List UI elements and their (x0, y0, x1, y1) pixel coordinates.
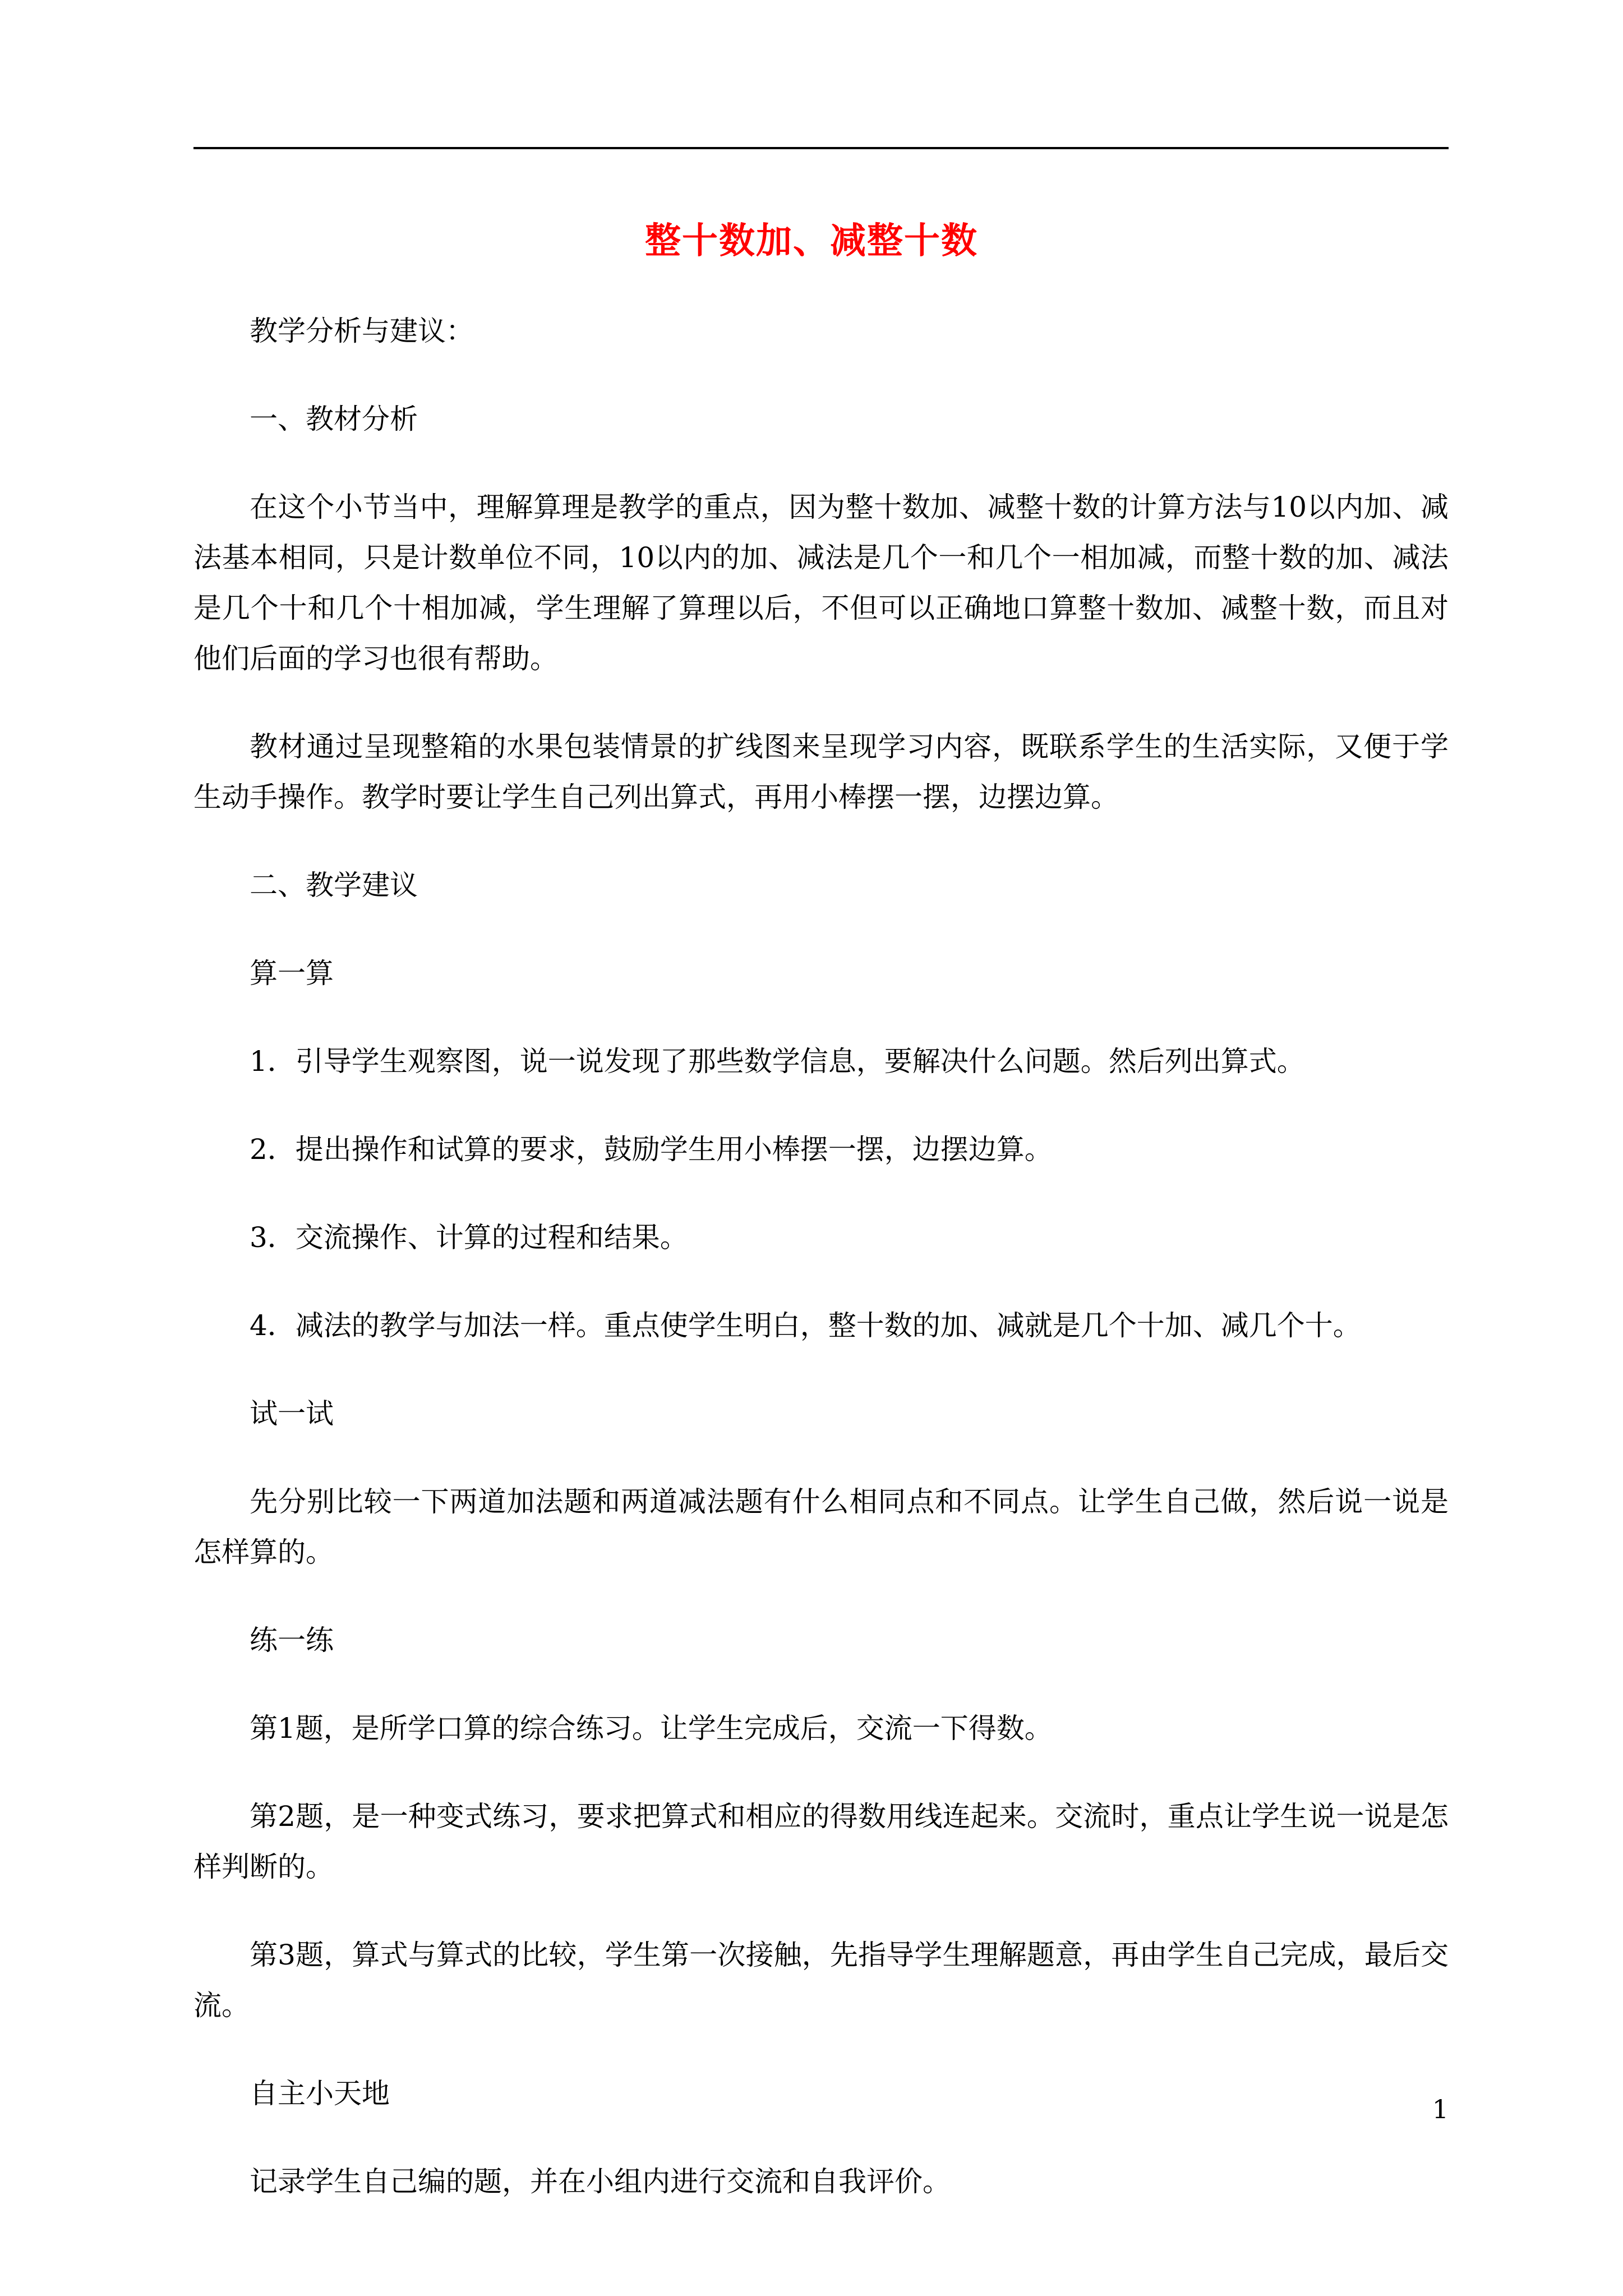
document-body (193, 306, 1449, 2244)
header-rule (193, 147, 1449, 149)
page-number: 1 (1432, 2094, 1449, 2124)
paragraph-item-2: 2．提出操作和试算的要求，鼓励学生用小棒摆一摆，边摆边算。 (250, 1133, 1053, 1166)
paragraph-section-1-text-2: 教材通过呈现整箱的水果包装情景的扩线图来呈现学习内容，既联系学生的生活实际，又便于学生动手操作。教学时要让学生自己列出算式，再用小棒摆一摆，边摆边算。 (193, 730, 1449, 813)
paragraph-item-4: 4．减法的教学与加法一样。重点使学生明白，整十数的加、减就是几个十加、减几个十。 (250, 1309, 1361, 1342)
paragraph-zizhu-heading: 自主小天地 (250, 2077, 390, 2110)
document-title: 整十数加、减整十数 (645, 220, 978, 262)
paragraph-section-1-text-1: 在这个小节当中，理解算理是教学的重点，因为整十数加、减整十数的计算方法与10以内加、减法基本相同，只是计数单位不同，10以内的加、减法是几个一和几个一相加减，而整十数的加、减法是几个十和几个十相加减，学生理解了算理以后，不但可以正确地口算整十数加、减整十数，而且对他们后面的学习也很有帮助。 (193, 491, 1449, 675)
paragraph-exercise-3: 第3题，算式与算式的比较，学生第一次接触，先指导学生理解题意，再由学生自己完成，最后交流。 (193, 1939, 1449, 2022)
paragraph-suanyisuan-heading: 算一算 (250, 957, 334, 990)
paragraph-shiyishi-heading: 试一试 (250, 1397, 334, 1430)
paragraph-zizhu-text: 记录学生自己编的题，并在小组内进行交流和自我评价。 (250, 2165, 951, 2198)
paragraph-item-1: 1．引导学生观察图，说一说发现了那些数学信息，要解决什么问题。然后列出算式。 (250, 1045, 1305, 1078)
paragraph-shiyishi-text: 先分别比较一下两道加法题和两道减法题有什么相同点和不同点。让学生自己做，然后说一说是怎样算的。 (193, 1485, 1449, 1568)
paragraph-exercise-1: 第1题，是所学口算的综合练习。让学生完成后，交流一下得数。 (250, 1712, 1053, 1745)
paragraph-item-3: 3．交流操作、计算的过程和结果。 (250, 1221, 688, 1254)
paragraph-section-1-heading: 一、教材分析 (250, 403, 418, 435)
paragraph-exercise-2: 第2题，是一种变式练习，要求把算式和相应的得数用线连起来。交流时，重点让学生说一说是怎样判断的。 (193, 1800, 1449, 1883)
paragraph-lianyilian-heading: 练一练 (250, 1624, 334, 1657)
paragraph-section-2-heading: 二、教学建议 (250, 869, 418, 901)
paragraph-analysis-heading: 教学分析与建议： (250, 315, 474, 347)
